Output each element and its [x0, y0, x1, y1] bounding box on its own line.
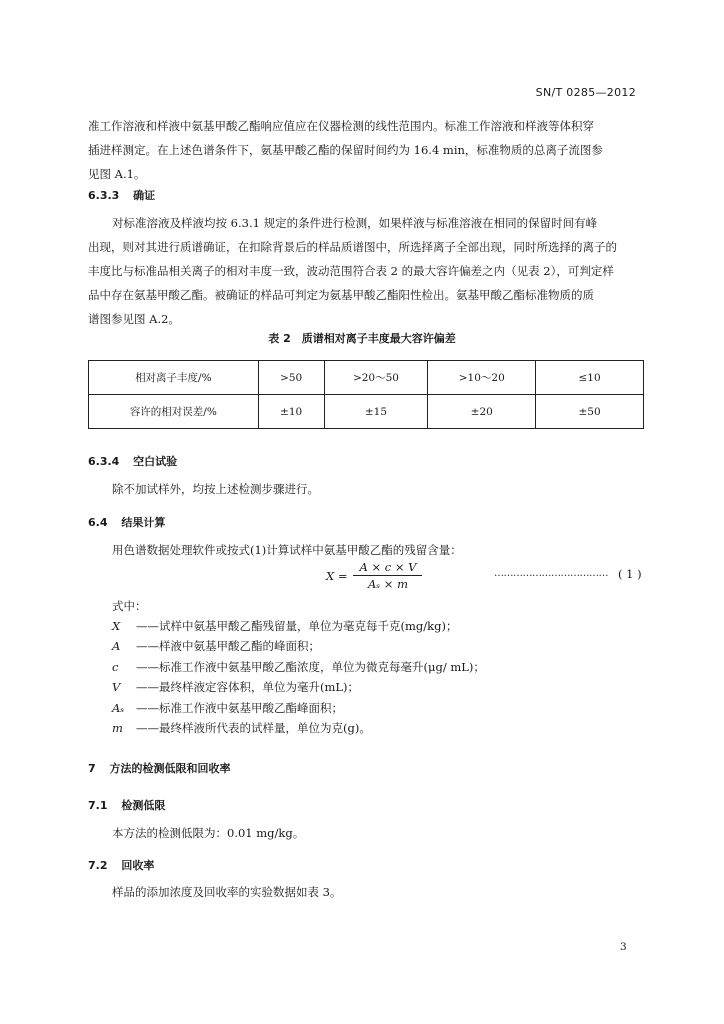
section-6-4-intro: 用色谱数据处理软件或按式(1)计算试样中氨基甲酸乙酯的残留含量： — [112, 543, 462, 557]
page-number: 3 — [620, 941, 627, 953]
variable-row — [112, 659, 485, 675]
variable-desc: ——最终样液定容体积，单位为毫升(mL)； — [136, 680, 360, 694]
variable-row — [112, 720, 371, 736]
table-caption: 表 2 质谱相对离子丰度最大容许偏差 — [268, 332, 456, 345]
section-heading-7-2 — [88, 857, 154, 873]
section-heading-6-4 — [88, 514, 165, 530]
variable-symbol: m — [112, 721, 123, 735]
where-label: 式中： — [112, 599, 147, 613]
section-title: 回收率 — [121, 859, 155, 872]
standard-code: SN/T 0285—2012 — [535, 86, 636, 99]
section-heading-6-3-4 — [88, 453, 177, 469]
section-7-1-body: 本方法的检测低限为：0.01 mg/kg。 — [112, 826, 305, 840]
formula-lhs: X = — [326, 568, 348, 583]
formula-number: ( 1 ) — [618, 567, 642, 581]
table-cell: ±10 — [258, 395, 324, 429]
variable-desc: ——样液中氨基甲酸乙酯的峰面积； — [136, 639, 320, 653]
section-number: 7 — [88, 762, 96, 775]
variable-symbol: V — [112, 680, 121, 694]
table-cell: >10～20 — [428, 361, 536, 395]
table-row — [89, 361, 644, 395]
variable-symbol: A — [112, 639, 121, 653]
text-line: 丰度比与标准品相关离子的相对丰度一致，波动范围符合表 2 的最大容许偏差之内（见表 2），可判定样 — [88, 264, 614, 278]
variable-desc: ——标准工作液中氨基甲酸乙酯浓度，单位为微克每毫升(μg/ mL)； — [136, 660, 485, 674]
text-line: 品中存在氨基甲酸乙酯。被确证的样品可判定为氨基甲酸乙酯阳性检出。氨基甲酸乙酯标准物质的质 — [88, 288, 594, 302]
table-cell: >50 — [258, 361, 324, 395]
section-title: 检测低限 — [121, 799, 166, 812]
table-cell: ±15 — [324, 395, 428, 429]
row-header: 相对离子丰度/% — [89, 361, 259, 395]
table-row — [89, 395, 644, 429]
variable-desc: ——标准工作液中氨基甲酸乙酯峰面积； — [136, 701, 343, 715]
table-cell: ±20 — [428, 395, 536, 429]
variable-row — [112, 638, 320, 654]
text-line: 插进样测定。在上述色谱条件下，氨基甲酸乙酯的保留时间约为 16.4 min，标准物质的总离子流图参 — [88, 143, 603, 157]
section-heading-7-1 — [88, 797, 165, 813]
intro-paragraph — [88, 114, 640, 186]
section-title: 空白试验 — [133, 455, 178, 468]
section-6-3-3-body — [88, 211, 640, 331]
table-cell: ≤10 — [536, 361, 644, 395]
section-number: 7.1 — [88, 799, 108, 812]
row-header: 容许的相对误差/% — [89, 395, 259, 429]
variable-row — [112, 679, 359, 695]
section-heading-6-3-3 — [88, 187, 155, 203]
section-title: 方法的检测低限和回收率 — [109, 762, 231, 775]
section-number: 7.2 — [88, 859, 108, 872]
variable-desc: ——最终样液所代表的试样量，单位为克(g)。 — [136, 721, 371, 735]
section-title: 确证 — [133, 189, 156, 202]
section-7-2-body: 样品的添加浓度及回收率的实验数据如表 3。 — [112, 885, 342, 899]
section-title: 结果计算 — [121, 516, 166, 529]
text-line: 见图 A.1。 — [88, 167, 146, 181]
section-number: 6.4 — [88, 516, 108, 529]
section-number: 6.3.3 — [88, 189, 120, 202]
variable-row — [112, 618, 457, 634]
text-line: 谱图参见图 A.2。 — [88, 312, 180, 326]
table-cell: >20～50 — [324, 361, 428, 395]
section-heading-7 — [88, 760, 231, 776]
section-number: 6.3.4 — [88, 455, 120, 468]
variable-symbol: Aₛ — [112, 701, 125, 715]
deviation-table — [88, 360, 644, 429]
section-6-3-4-body: 除不加试样外，均按上述检测步骤进行。 — [112, 482, 319, 496]
variable-desc: ——试样中氨基甲酸乙酯残留量，单位为毫克每千克(mg/kg)； — [136, 619, 458, 633]
formula — [326, 560, 422, 591]
table-cell: ±50 — [536, 395, 644, 429]
variable-row — [112, 700, 343, 716]
variable-symbol: X — [112, 619, 121, 633]
variable-symbol: c — [112, 660, 119, 674]
text-line: 对标准溶液及样液均按 6.3.1 规定的条件进行检测，如果样液与标准溶液在相同的保留时间有峰 — [112, 216, 598, 230]
text-line: 准工作溶液和样液中氨基甲酸乙酯响应值应在仪器检测的线性范围内。标准工作溶液和样液等体积穿 — [88, 119, 594, 133]
formula-leader: ……………………………… — [494, 568, 608, 579]
text-line: 出现，则对其进行质谱确证，在扣除背景后的样品质谱图中，所选择离子全部出现，同时所选择的离子的 — [88, 240, 617, 254]
formula-fraction — [353, 560, 422, 591]
formula-denominator: Aₛ × m — [367, 577, 408, 591]
formula-numerator: A × c × V — [353, 560, 422, 576]
